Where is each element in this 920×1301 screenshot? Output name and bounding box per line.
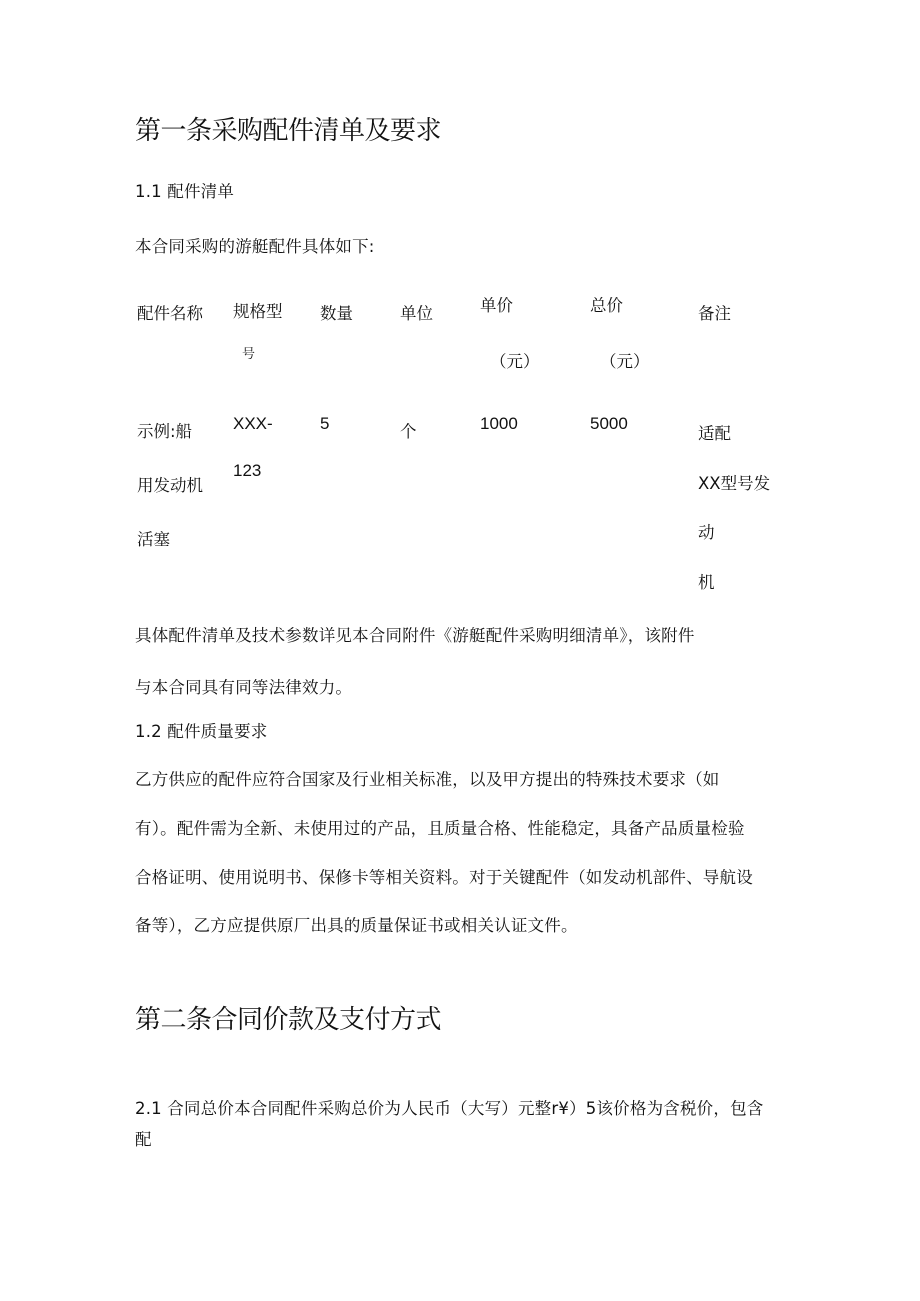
row-remark-line4: 机	[698, 573, 715, 592]
detail-line-1: 具体配件清单及技术参数详见本合同附件《游艇配件采购明细清单》，该附件	[135, 626, 695, 645]
quality-line-4: 备等），乙方应提供原厂出具的质量保证书或相关认证文件。	[135, 916, 578, 935]
row-name-line2: 用发动机	[137, 476, 203, 495]
row-spec-line1: XXX-	[233, 414, 273, 433]
quality-line-2: 有）。配件需为全新、未使用过的产品，且质量合格、性能稳定，具备产品质量检验	[135, 819, 745, 838]
subsection-1-1-title: 1.1 配件清单	[135, 182, 235, 201]
subsection-1-2-title: 1.2 配件质量要求	[135, 722, 268, 741]
row-remark-line1: 适配	[698, 424, 731, 443]
row-price: 1000	[480, 414, 518, 433]
row-name-line1: 示例:船	[137, 422, 193, 441]
section-1-title: 第一条采购配件清单及要求	[135, 116, 442, 146]
row-total: 5000	[590, 414, 628, 433]
header-price-line2: （元）	[490, 352, 540, 371]
row-spec-line2: 123	[233, 461, 262, 480]
header-total-line2: （元）	[600, 352, 650, 371]
intro-text: 本合同采购的游艇配件具体如下:	[135, 237, 375, 256]
row-remark-line2: XX型号发	[698, 474, 771, 493]
header-price-line1: 单价	[480, 296, 513, 315]
header-remark: 备注	[698, 304, 731, 323]
row-unit: 个	[400, 422, 417, 441]
row-qty: 5	[320, 414, 330, 433]
quality-line-3: 合格证明、使用说明书、保修卡等相关资料。对于关键配件（如发动机部件、导航设	[135, 868, 753, 887]
quality-line-1: 乙方供应的配件应符合国家及行业相关标准，以及甲方提出的特殊技术要求（如	[135, 770, 720, 789]
detail-line-2: 与本合同具有同等法律效力。	[135, 678, 353, 697]
header-spec-line1: 规格型	[233, 302, 283, 321]
header-unit: 单位	[400, 304, 433, 323]
header-qty: 数量	[320, 304, 353, 323]
header-name: 配件名称	[137, 304, 203, 323]
section-2-para-line-1: 2.1 合同总价本合同配件采购总价为人民币（大写）元整r¥）5该价格为含税价，包含	[135, 1099, 764, 1118]
section-2-para-line-2: 配	[135, 1130, 152, 1149]
section-2-title: 第二条合同价款及支付方式	[135, 1005, 442, 1035]
row-name-line3: 活塞	[137, 530, 170, 549]
header-spec-line2: 号	[242, 347, 256, 362]
row-remark-line3: 动	[698, 523, 715, 542]
header-total-line1: 总价	[590, 296, 623, 315]
